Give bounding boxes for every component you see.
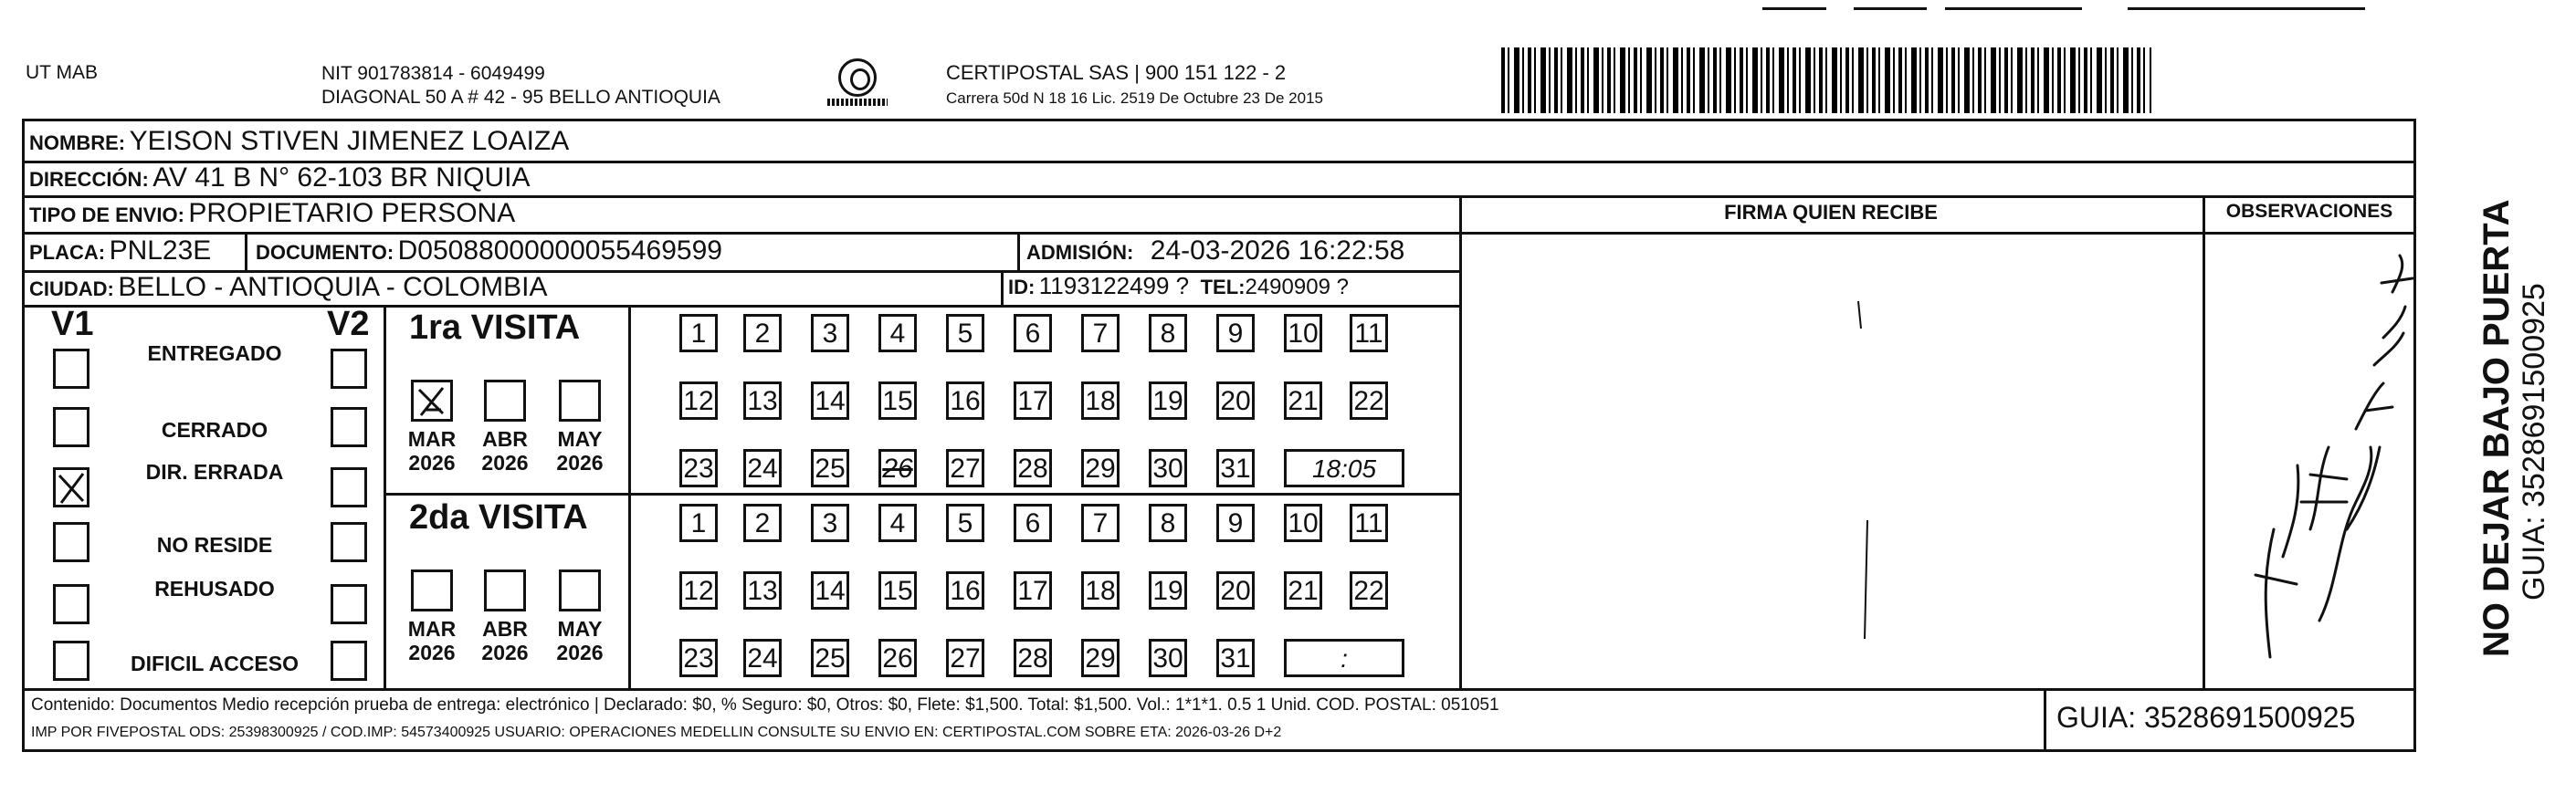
- v1-checkbox[interactable]: [53, 641, 89, 681]
- ciudad-label: CIUDAD:: [29, 277, 114, 300]
- tipo-row: [29, 198, 515, 229]
- day-box[interactable]: 16: [946, 381, 984, 420]
- day-box[interactable]: 20: [1216, 571, 1255, 610]
- day-box[interactable]: 13: [743, 381, 782, 420]
- company-name: UT MAB: [26, 62, 98, 83]
- placa-row: [29, 235, 211, 266]
- month-label: MAR 2026: [407, 427, 457, 475]
- v1-checkbox[interactable]: [53, 522, 89, 562]
- documento-value: D05088000000055469599: [397, 235, 722, 266]
- day-box[interactable]: 15: [878, 381, 917, 420]
- day-box[interactable]: 4: [878, 504, 917, 542]
- day-box[interactable]: 1: [679, 504, 718, 542]
- day-box[interactable]: 22: [1350, 381, 1388, 420]
- day-box[interactable]: 15: [878, 571, 917, 610]
- nit-block: [321, 62, 720, 110]
- day-box[interactable]: 18: [1081, 381, 1120, 420]
- certipostal-logo-icon: [838, 58, 877, 97]
- decor-line: [1854, 7, 1927, 10]
- day-box[interactable]: 9: [1216, 504, 1255, 542]
- certipostal-line: CERTIPOSTAL SAS | 900 151 122 - 2: [946, 61, 1287, 84]
- status-label: DIR. ERRADA: [145, 460, 284, 484]
- v1-checkbox[interactable]: [53, 407, 89, 447]
- day-box[interactable]: 24: [743, 639, 782, 677]
- visit-time-box[interactable]: :: [1284, 639, 1404, 677]
- direccion-row: [29, 162, 531, 193]
- visit-title: 1ra VISITA: [409, 308, 581, 347]
- tipo-value: PROPIETARIO PERSONA: [188, 198, 516, 228]
- status-label: CERRADO: [161, 418, 268, 442]
- day-box[interactable]: 6: [1014, 314, 1052, 352]
- footer-guia: GUIA: 3528691500925: [2056, 701, 2356, 734]
- barcode: [1501, 47, 2151, 113]
- v2-checkbox[interactable]: [331, 641, 367, 681]
- v2-checkbox[interactable]: [331, 467, 367, 507]
- day-box[interactable]: 4: [878, 314, 917, 352]
- day-box[interactable]: 7: [1081, 314, 1120, 352]
- month-checkbox[interactable]: [411, 569, 453, 611]
- month-label: MAY 2026: [556, 617, 604, 664]
- day-box[interactable]: 27: [946, 449, 984, 487]
- license-line: Carrera 50d N 18 16 Lic. 2519 De Octubre 23 De 2015: [946, 89, 1323, 107]
- decor-line: [1945, 7, 2082, 10]
- day-box[interactable]: 25: [811, 449, 849, 487]
- day-box[interactable]: 31: [1216, 639, 1255, 677]
- day-box[interactable]: 29: [1081, 639, 1120, 677]
- day-box[interactable]: 20: [1216, 381, 1255, 420]
- status-label: NO RESIDE: [156, 533, 273, 557]
- day-box[interactable]: 27: [946, 639, 984, 677]
- month-checkbox[interactable]: [559, 569, 601, 611]
- v1-label: V1: [51, 305, 94, 343]
- day-box[interactable]: 29: [1081, 449, 1120, 487]
- v1-checkbox[interactable]: [53, 584, 89, 624]
- day-box[interactable]: 9: [1216, 314, 1255, 352]
- admision-value: 24-03-2026 16:22:58: [1150, 235, 1405, 266]
- month-label: ABR 2026: [481, 427, 529, 475]
- day-box[interactable]: 3: [811, 504, 849, 542]
- day-box[interactable]: 2: [743, 314, 782, 352]
- day-box[interactable]: 5: [946, 314, 984, 352]
- address-line: DIAGONAL 50 A # 42 - 95 BELLO ANTIOQUIA: [321, 87, 720, 108]
- v2-label: V2: [327, 305, 370, 343]
- status-label: REHUSADO: [154, 577, 275, 601]
- handwritten-observation: [2210, 228, 2420, 684]
- day-box[interactable]: 31: [1216, 449, 1255, 487]
- status-label: DIFICIL ACCESO: [130, 652, 299, 675]
- day-box[interactable]: 23: [679, 639, 718, 677]
- day-box[interactable]: 7: [1081, 504, 1120, 542]
- day-box[interactable]: 8: [1149, 504, 1187, 542]
- day-box[interactable]: 10: [1284, 504, 1322, 542]
- day-box[interactable]: 14: [811, 381, 849, 420]
- documento-row: [256, 235, 722, 266]
- day-box[interactable]: 16: [946, 571, 984, 610]
- direccion-value: AV 41 B N° 62-103 BR NIQUIA: [152, 162, 531, 193]
- day-box[interactable]: 24: [743, 449, 782, 487]
- day-box[interactable]: 6: [1014, 504, 1052, 542]
- v1-checkbox[interactable]: [53, 467, 89, 507]
- day-box[interactable]: 14: [811, 571, 849, 610]
- v1-checkbox[interactable]: [53, 349, 89, 389]
- certipostal-block: [946, 60, 1323, 111]
- day-box[interactable]: 26: [878, 639, 917, 677]
- day-box[interactable]: 8: [1149, 314, 1187, 352]
- day-box[interactable]: 17: [1014, 571, 1052, 610]
- observaciones-header: OBSERVACIONES: [2225, 201, 2393, 222]
- footer-print-line: IMP POR FIVEPOSTAL ODS: 25398300925 / COD.IMP: 54573400925 USUARIO: OPERACIONES MEDELLIN CONSULTE SU ENVIO EN: CERTIPOSTAL.COM SOBRE ETA: 2026-03-26 D+2: [31, 725, 1282, 740]
- id-value: 1193122499 ?: [1038, 272, 1190, 299]
- side-warning: NO DEJAR BAJO PUERTA: [2476, 199, 2517, 657]
- ciudad-row: [29, 272, 547, 303]
- day-box[interactable]: 13: [743, 571, 782, 610]
- v2-checkbox[interactable]: [331, 349, 367, 389]
- signature-marks: [1854, 292, 1881, 639]
- day-box[interactable]: 25: [811, 639, 849, 677]
- placa-label: PLACA:: [29, 241, 106, 264]
- day-box[interactable]: 1: [679, 314, 718, 352]
- ciudad-value: BELLO - ANTIOQUIA - COLOMBIA: [118, 272, 548, 302]
- day-box[interactable]: 26: [878, 449, 917, 487]
- v2-checkbox[interactable]: [331, 584, 367, 624]
- day-box[interactable]: 12: [679, 571, 718, 610]
- day-box[interactable]: 19: [1149, 571, 1187, 610]
- admision-row: [1026, 235, 1404, 266]
- day-box[interactable]: 5: [946, 504, 984, 542]
- month-checkbox[interactable]: [411, 380, 453, 422]
- day-box[interactable]: 23: [679, 449, 718, 487]
- footer-content-line: Contenido: Documentos Medio recepción prueba de entrega: electrónico | Declarado: $0, % Seguro: $0, Otros: $0, Flete: $1,500. Total: $1,500. Vol.: 1*1*1. 0.5 1 Unid. COD. POSTAL: 051051: [31, 695, 1499, 715]
- tel-value: 2490909 ?: [1245, 275, 1349, 299]
- tel-label: TEL:: [1200, 276, 1246, 298]
- day-box[interactable]: 2: [743, 504, 782, 542]
- status-label: ENTREGADO: [147, 341, 282, 365]
- day-box[interactable]: 21: [1284, 381, 1322, 420]
- month-label: MAR 2026: [407, 617, 457, 664]
- nombre-row: [29, 126, 569, 157]
- decor-line: [2128, 7, 2365, 10]
- nombre-label: NOMBRE:: [29, 131, 126, 154]
- month-checkbox[interactable]: [559, 380, 601, 422]
- documento-label: DOCUMENTO:: [256, 241, 394, 264]
- placa-value: PNL23E: [109, 235, 212, 266]
- day-box[interactable]: 30: [1149, 449, 1187, 487]
- day-box[interactable]: 11: [1350, 504, 1388, 542]
- month-checkbox[interactable]: [484, 569, 526, 611]
- v2-checkbox[interactable]: [331, 407, 367, 447]
- direccion-label: DIRECCIÓN:: [29, 168, 149, 191]
- day-box[interactable]: 28: [1014, 449, 1052, 487]
- day-box[interactable]: 19: [1149, 381, 1187, 420]
- decor-line: [1762, 7, 1826, 10]
- day-box[interactable]: 21: [1284, 571, 1322, 610]
- day-box[interactable]: 30: [1149, 639, 1187, 677]
- firma-header: FIRMA QUIEN RECIBE: [1724, 201, 1938, 224]
- nit-line: NIT 901783814 - 6049499: [321, 63, 545, 84]
- day-box[interactable]: 11: [1350, 314, 1388, 352]
- day-box[interactable]: 12: [679, 381, 718, 420]
- day-box[interactable]: 17: [1014, 381, 1052, 420]
- admision-label: ADMISIÓN:: [1026, 241, 1134, 264]
- visit-title: 2da VISITA: [409, 498, 588, 537]
- nombre-value: YEISON STIVEN JIMENEZ LOAIZA: [129, 126, 570, 156]
- day-box[interactable]: 18: [1081, 571, 1120, 610]
- logo-caption: [827, 99, 888, 106]
- id-label: ID:: [1008, 276, 1036, 298]
- month-label: ABR 2026: [481, 617, 529, 664]
- tipo-label: TIPO DE ENVIO:: [29, 204, 184, 226]
- month-checkbox[interactable]: [484, 380, 526, 422]
- day-box[interactable]: 22: [1350, 571, 1388, 610]
- side-guia: GUIA: 3528691500925: [2517, 283, 2551, 601]
- day-box[interactable]: 28: [1014, 639, 1052, 677]
- v2-checkbox[interactable]: [331, 522, 367, 562]
- day-box[interactable]: 3: [811, 314, 849, 352]
- day-box[interactable]: 10: [1284, 314, 1322, 352]
- visit-time-box[interactable]: 18:05: [1284, 449, 1404, 487]
- id-row: [1008, 272, 1349, 300]
- month-label: MAY 2026: [556, 427, 604, 475]
